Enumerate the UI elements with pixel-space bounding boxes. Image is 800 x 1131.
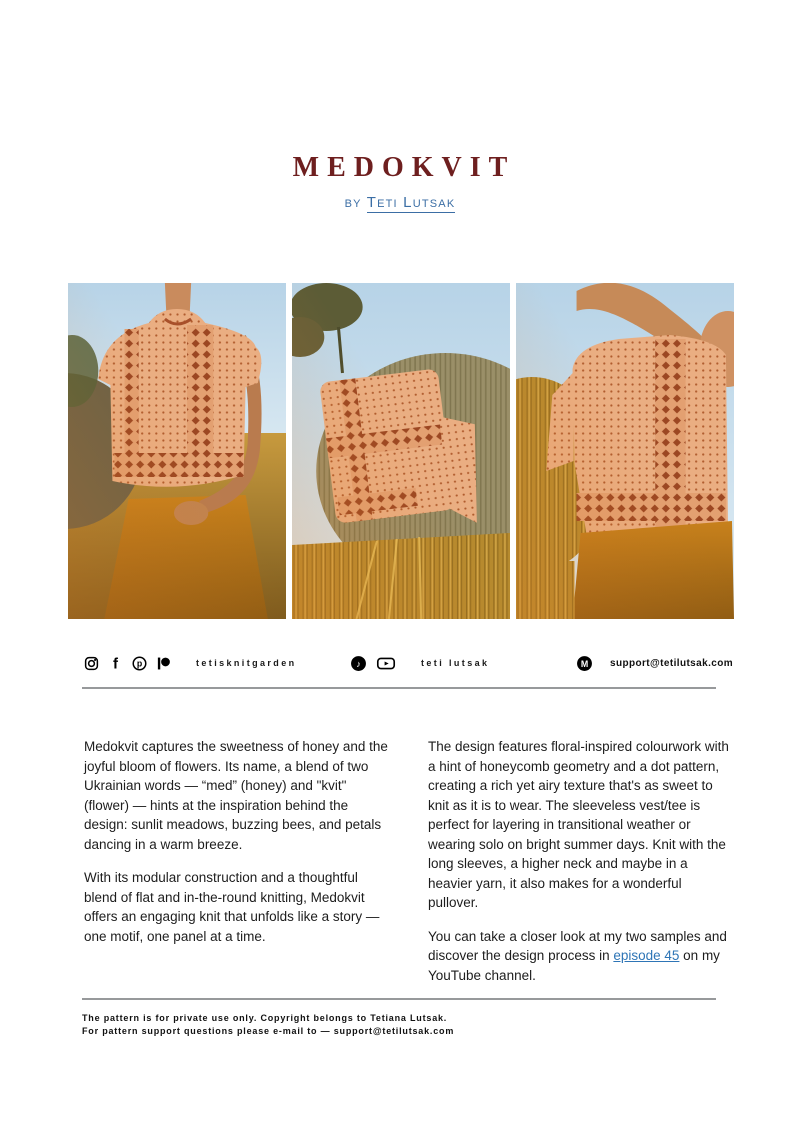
social-bar [82, 650, 732, 676]
email-icon[interactable] [576, 655, 593, 672]
video-handle-label: teti lutsak [421, 658, 490, 668]
byline [0, 194, 800, 211]
pinterest-icon[interactable] [132, 656, 147, 671]
facebook-icon[interactable] [108, 656, 123, 671]
paragraph-text: You can take a closer look at my two samples and discover the design process in [428, 928, 727, 963]
page-title: MEDOKVIT [292, 152, 516, 183]
divider-bottom [82, 998, 716, 1000]
svg-text:f: f [113, 655, 118, 671]
byline-name-link[interactable]: Teti Lutsak [366, 194, 456, 211]
intro-column-right [428, 737, 734, 999]
divider-top [82, 687, 716, 689]
tiktok-icon[interactable] [350, 655, 367, 672]
patreon-icon[interactable] [156, 656, 171, 671]
episode-45-link[interactable]: episode 45 [613, 948, 680, 963]
copyright-line: The pattern is for private use only. Copyright belongs to Tetiana Lutsak. [82, 1013, 448, 1023]
intro-paragraph: Medokvit captures the sweetness of honey and the joyful bloom of flowers. Its name, a blend of two Ukrainian words — “med” (honey) and "kvit" (flower) — hints at the inspiration behind the design: sunlit meadows, buzzing bees, and petals dancing in a warm breeze. [84, 739, 388, 852]
intro-column-left [84, 737, 390, 999]
copyright-footer [82, 1012, 454, 1037]
photo-vest-on-hay-bale [292, 283, 510, 619]
photo-strip [68, 283, 734, 619]
intro-paragraph [428, 927, 734, 986]
svg-text:p: p [136, 658, 143, 669]
byline-prefix: by [344, 194, 362, 211]
social-group-email [576, 650, 733, 676]
social-group-video [350, 650, 489, 676]
support-email-label[interactable]: support@tetilutsak.com [610, 657, 734, 669]
intro-text [84, 737, 734, 999]
intro-paragraph: With its modular construction and a thoughtful blend of flat and in-the-round knitting, Medokvit offers an engaging knit that unfolds like a story — one motif, one panel at a time. [84, 870, 380, 944]
svg-text:♪: ♪ [356, 658, 361, 669]
intro-paragraph: The design features floral-inspired colourwork with a hint of honeycomb geometry and a dot pattern, creating a rich yet airy texture that's as sweet to knit as it is to wear. The sleeveless vest/tee is perfect for layering in transitional weather or wearing solo on bright summer days. Knit with the long sleeves, a higher neck and maybe in a heavier yarn, it also makes for a wonderful pullover. [428, 739, 729, 910]
paragraph-text: on my YouTube channel. [428, 948, 720, 983]
support-line: For pattern support questions please e-mail to — support@tetilutsak.com [82, 1025, 455, 1036]
youtube-icon[interactable] [376, 655, 396, 672]
social-group-accounts [84, 650, 297, 676]
svg-text:M: M [580, 658, 589, 669]
instagram-icon[interactable] [84, 656, 99, 671]
photo-model-arm-raised [516, 283, 734, 619]
accounts-handle-label: tetisknitgarden [196, 658, 297, 668]
photo-model-front [68, 283, 286, 619]
